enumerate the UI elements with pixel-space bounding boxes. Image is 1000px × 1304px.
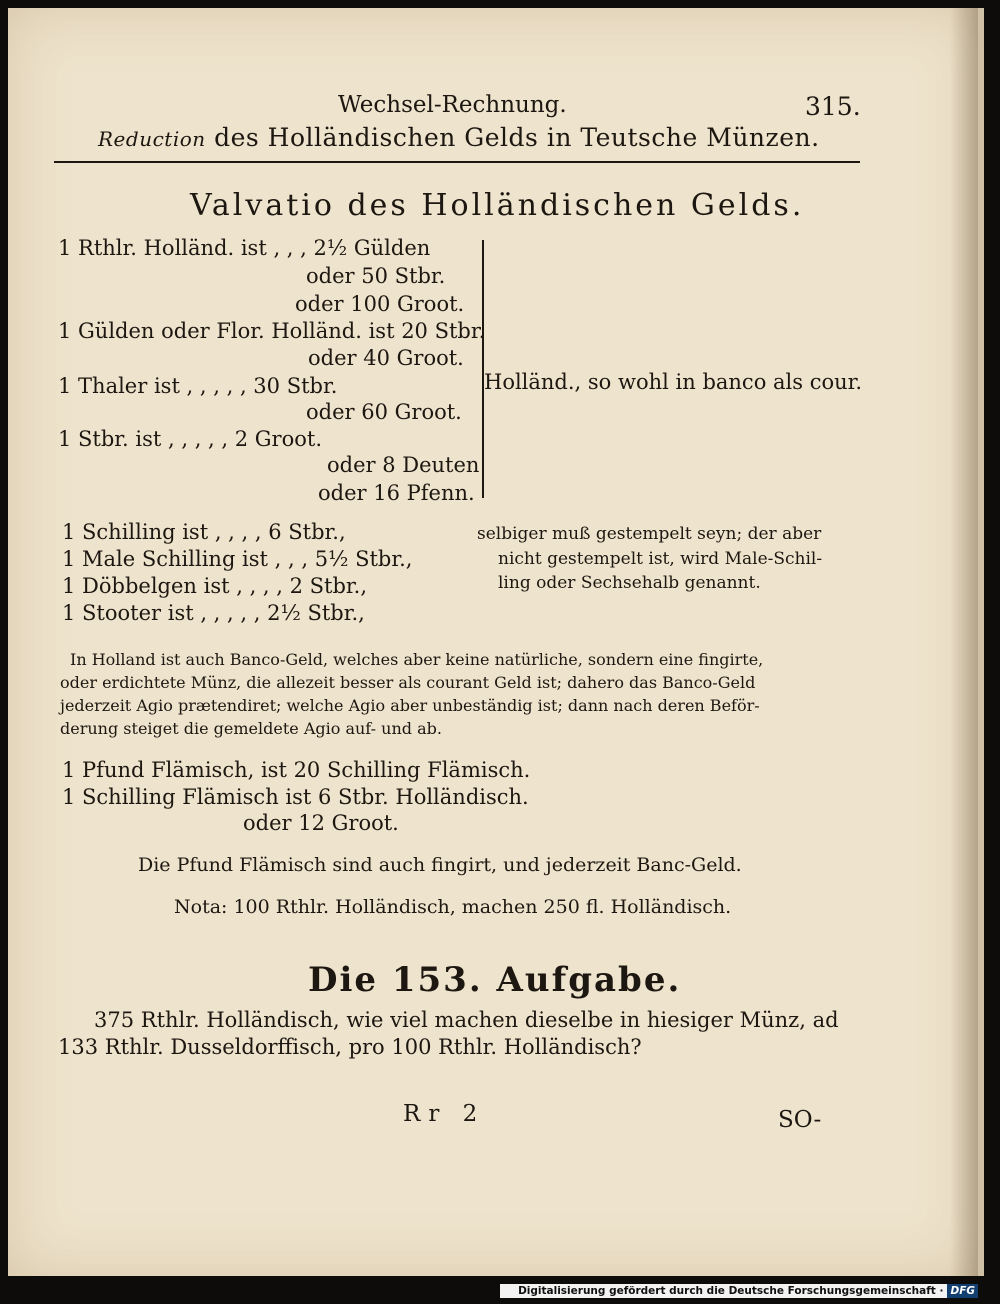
subhead-rest: des Holländischen Gelds in Teutsche Münzen. bbox=[205, 123, 820, 152]
task-heading: Die 153. Aufgabe. bbox=[308, 960, 682, 1000]
valuation-row: 1 Gülden oder Flor. Holländ. ist 20 Stbr. bbox=[58, 319, 486, 343]
valuation-title: Valvatio des Holländischen Gelds. bbox=[190, 188, 805, 223]
valuation-row: oder 8 Deuten bbox=[327, 453, 480, 477]
banco-paragraph-line: oder erdichtete Münz, die allezeit besser als courant Geld ist; dahero das Banco-Geld bbox=[60, 673, 756, 692]
digitization-credit bbox=[500, 1284, 978, 1298]
coin-row: 1 Döbbelgen ist , , , , 2 Stbr., bbox=[62, 574, 368, 598]
curly-bracket bbox=[468, 240, 484, 498]
banco-paragraph-line: In Holland ist auch Banco-Geld, welches aber keine natürliche, sondern eine fingirte, bbox=[70, 650, 764, 669]
credit-text: Digitalisierung gefördert durch die Deutsche Forschungsgemeinschaft · bbox=[518, 1285, 944, 1297]
bracket-note: Holländ., so wohl in banco als cour. bbox=[484, 370, 863, 394]
signature-mark: Rr 2 bbox=[403, 1101, 486, 1127]
book-page bbox=[8, 8, 984, 1276]
pound-row: oder 12 Groot. bbox=[243, 811, 399, 835]
catchword: SO- bbox=[778, 1107, 822, 1133]
coin-side-note: ling oder Sechsehalb genannt. bbox=[498, 573, 761, 593]
running-head: Wechsel-Rechnung. bbox=[338, 92, 567, 118]
pound-row: 1 Schilling Flämisch ist 6 Stbr. Holländisch. bbox=[62, 785, 529, 809]
valuation-row: 1 Rthlr. Holländ. ist , , , 2½ Gülden bbox=[58, 236, 431, 260]
valuation-row: oder 16 Pfenn. bbox=[318, 481, 475, 505]
header-rule bbox=[54, 161, 860, 163]
dfg-logo: DFG bbox=[947, 1284, 978, 1298]
valuation-row: oder 40 Groot. bbox=[308, 346, 464, 370]
valuation-row: oder 60 Groot. bbox=[306, 400, 462, 424]
banco-paragraph-line: derung steiget die gemeldete Agio auf- und ab. bbox=[60, 719, 442, 738]
coin-row: 1 Male Schilling ist , , , 5½ Stbr., bbox=[62, 547, 413, 571]
pound-row: 1 Pfund Flämisch, ist 20 Schilling Flämisch. bbox=[62, 758, 531, 782]
valuation-row: oder 50 Stbr. bbox=[306, 264, 446, 288]
coin-side-note: nicht gestempelt ist, wird Male-Schil- bbox=[498, 549, 823, 569]
valuation-row: oder 100 Groot. bbox=[295, 292, 465, 316]
nota-line: Nota: 100 Rthlr. Holländisch, machen 250 fl. Holländisch. bbox=[174, 896, 732, 918]
task-line: 375 Rthlr. Holländisch, wie viel machen dieselbe in hiesiger Münz, ad bbox=[94, 1008, 839, 1032]
page-number: 315. bbox=[805, 92, 861, 121]
task-line: 133 Rthlr. Dusseldorffisch, pro 100 Rthlr. Holländisch? bbox=[58, 1035, 642, 1059]
valuation-row: 1 Thaler ist , , , , , 30 Stbr. bbox=[58, 374, 338, 398]
coin-row: 1 Schilling ist , , , , 6 Stbr., bbox=[62, 520, 346, 544]
coin-side-note: selbiger muß gestempelt seyn; der aber bbox=[477, 524, 822, 544]
valuation-row: 1 Stbr. ist , , , , , 2 Groot. bbox=[58, 427, 322, 451]
subhead-prefix: Reduction bbox=[98, 127, 206, 151]
section-subhead bbox=[98, 123, 820, 152]
coin-row: 1 Stooter ist , , , , , 2½ Stbr., bbox=[62, 601, 365, 625]
banco-paragraph-line: jederzeit Agio prætendiret; welche Agio aber unbeständig ist; dann nach deren Beför- bbox=[60, 696, 760, 715]
pound-note: Die Pfund Flämisch sind auch fingirt, und jederzeit Banc-Geld. bbox=[138, 854, 742, 876]
